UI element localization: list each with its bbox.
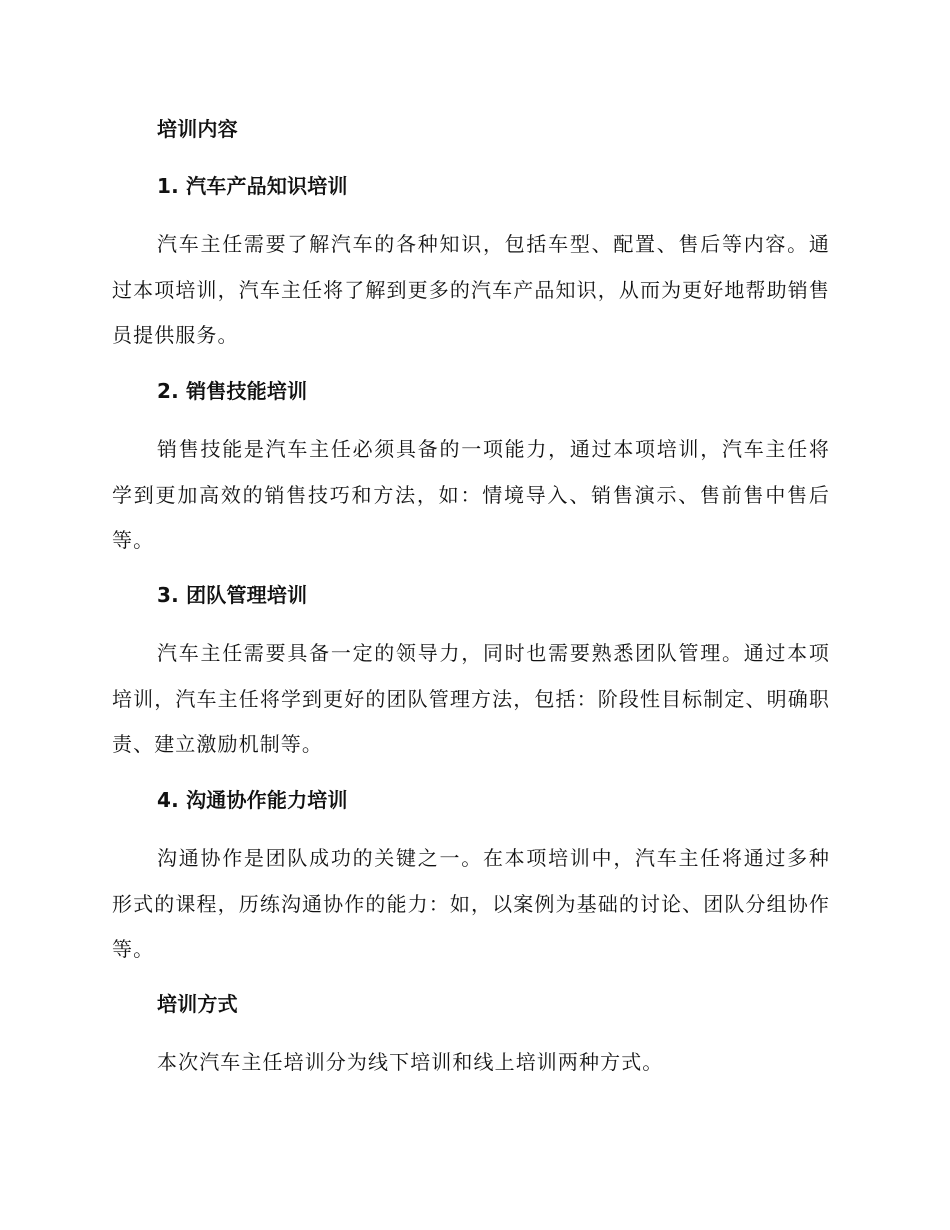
item-body-team-management: 汽车主任需要具备一定的领导力，同时也需要熟悉团队管理。通过本项培训，汽车主任将学到更好的团队管理方法，包括：阶段性目标制定、明确职责、建立激励机制等。	[112, 641, 830, 756]
item-body-sales-skills: 销售技能是汽车主任必须具备的一项能力，通过本项培训，汽车主任将学到更加高效的销售技巧和方法，如：情境导入、销售演示、售前售中售后等。	[112, 437, 830, 552]
item-heading-product-knowledge: 1. 汽车产品知识培训	[157, 174, 348, 198]
item-heading-sales-skills: 2. 销售技能培训	[157, 379, 308, 403]
item-heading-communication: 4. 沟通协作能力培训	[157, 788, 348, 812]
section-heading-training-method: 培训方式	[157, 992, 238, 1016]
section-heading-training-content: 培训内容	[157, 117, 238, 141]
training-method-body: 本次汽车主任培训分为线下培训和线上培训两种方式。	[157, 1050, 664, 1074]
item-heading-team-management: 3. 团队管理培训	[157, 583, 308, 607]
item-body-product-knowledge: 汽车主任需要了解汽车的各种知识，包括车型、配置、售后等内容。通过本项培训，汽车主任将了解到更多的汽车产品知识，从而为更好地帮助销售员提供服务。	[112, 232, 830, 347]
item-body-communication: 沟通协作是团队成功的关键之一。在本项培训中，汽车主任将通过多种形式的课程，历练沟通协作的能力：如，以案例为基础的讨论、团队分组协作等。	[112, 846, 830, 961]
